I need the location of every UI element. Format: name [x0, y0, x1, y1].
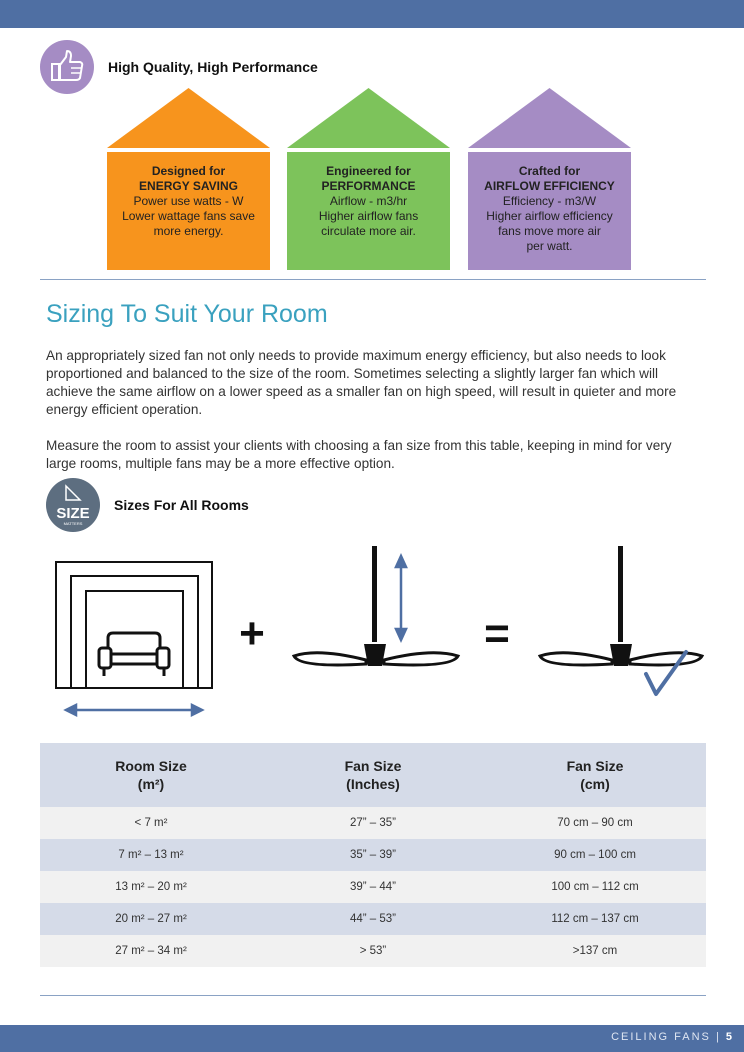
house-subtitle: ENERGY SAVING: [139, 179, 238, 193]
header-line: Room Size: [115, 758, 187, 774]
table-header: [40, 743, 706, 807]
header-line: (cm): [580, 776, 610, 792]
house-subtitle: AIRFLOW EFFICIENCY: [484, 179, 615, 193]
table-cell: 27” – 35”: [349, 817, 397, 829]
roof-shape: [468, 88, 631, 148]
table-row: [40, 935, 706, 967]
set-square-icon: [46, 478, 100, 532]
table-cell: 112 cm – 137 cm: [551, 913, 639, 925]
header-line: Fan Size: [344, 758, 402, 774]
house-subtitle: PERFORMANCE: [321, 179, 416, 193]
divider: [40, 995, 706, 996]
house-title: Crafted for: [518, 164, 581, 178]
size-badge-text: SIZE: [56, 505, 90, 522]
table-cell: >137 cm: [572, 945, 618, 957]
size-matters-badge: [46, 478, 100, 532]
house-line: Efficiency - m3/W: [502, 194, 597, 208]
column-header-fan-size-inches: [262, 757, 484, 793]
table-cell: 100 cm – 112 cm: [551, 881, 639, 893]
table-cell: < 7 m²: [134, 817, 168, 829]
table-body: [40, 807, 706, 967]
house-body: [468, 152, 631, 270]
house-line: circulate more air.: [321, 224, 416, 238]
column-header-room-size: [40, 757, 262, 793]
house-title: Designed for: [151, 164, 226, 178]
house-line: more energy.: [153, 224, 224, 238]
header-line: Fan Size: [566, 758, 624, 774]
room-plus-fan-illustration: [0, 540, 744, 720]
column-header-fan-size-cm: [484, 757, 706, 793]
table-cell: 39” – 44”: [349, 881, 397, 893]
page-number: 5: [725, 1031, 732, 1043]
table-cell: 20 m² – 27 m²: [115, 913, 187, 925]
header-line: (Inches): [346, 776, 400, 792]
ceiling-fan-icon: [540, 546, 702, 666]
roof-shape: [107, 88, 270, 148]
footer: [611, 1031, 732, 1043]
table-cell: 27 m² – 34 m²: [115, 945, 187, 957]
page-title: Sizing To Suit Your Room: [46, 300, 328, 328]
width-arrow-icon: [66, 705, 202, 715]
plus-sign: +: [239, 609, 265, 658]
thumbs-up-badge: [40, 40, 94, 94]
sizes-heading: Sizes For All Rooms: [114, 497, 249, 513]
room-icon: [56, 562, 212, 688]
house-line: Power use watts - W: [133, 194, 244, 208]
house-body: [107, 152, 270, 270]
table-row: [40, 871, 706, 903]
table-row: [40, 903, 706, 935]
house-line: Lower wattage fans save: [122, 209, 255, 223]
size-badge-subtext: MATTERS: [63, 521, 83, 526]
thumbs-up-icon: [40, 40, 94, 94]
equals-sign: =: [484, 609, 510, 658]
table-cell: 13 m² – 20 m²: [115, 881, 187, 893]
header-line: (m²): [137, 776, 165, 792]
house-line: Higher airflow efficiency: [486, 209, 613, 223]
table-row: [40, 807, 706, 839]
house-line: Higher airflow fans: [318, 209, 419, 223]
footer-label: CEILING FANS: [611, 1031, 711, 1043]
sofa-icon: [99, 633, 169, 676]
house-line: fans move more air: [498, 224, 601, 238]
footer-separator: |: [715, 1031, 721, 1043]
fan-size-table: [40, 743, 706, 967]
house-energy-saving: [107, 88, 270, 270]
house-body: [287, 152, 450, 270]
ceiling-fan-icon: [294, 546, 458, 666]
checkmark-icon: [646, 652, 686, 694]
top-bar: [0, 0, 744, 28]
table-row: [40, 839, 706, 871]
measure-paragraph: Measure the room to assist your clients with choosing a fan size from this table, keeping in mind for very large rooms, multiple fans may be a more effective option.: [46, 438, 672, 471]
height-arrow-icon: [396, 556, 406, 640]
table-cell: 35” – 39”: [349, 849, 397, 861]
roof-shape: [287, 88, 450, 148]
house-line: Airflow - m3/hr: [329, 194, 408, 208]
table-cell: 90 cm – 100 cm: [554, 849, 636, 861]
house-airflow-efficiency: [468, 88, 631, 270]
table-cell: 7 m² – 13 m²: [118, 849, 184, 861]
house-title: Engineered for: [326, 164, 411, 178]
house-performance: [287, 88, 450, 270]
table-cell: 44” – 53”: [349, 913, 397, 925]
table-cell: > 53”: [359, 945, 387, 957]
house-line: per watt.: [526, 239, 573, 253]
intro-paragraph: An appropriately sized fan not only needs to provide maximum energy efficiency, but also needs to look proportioned and balanced to the size of the room. Sometimes selecting a slightly larger fan which will achieve the same airflow on a lower speed as a smaller fan on high speed, will result in quieter and more energy efficient operation.: [46, 348, 677, 417]
quality-heading: High Quality, High Performance: [108, 59, 318, 75]
divider: [40, 279, 706, 280]
table-cell: 70 cm – 90 cm: [557, 817, 633, 829]
